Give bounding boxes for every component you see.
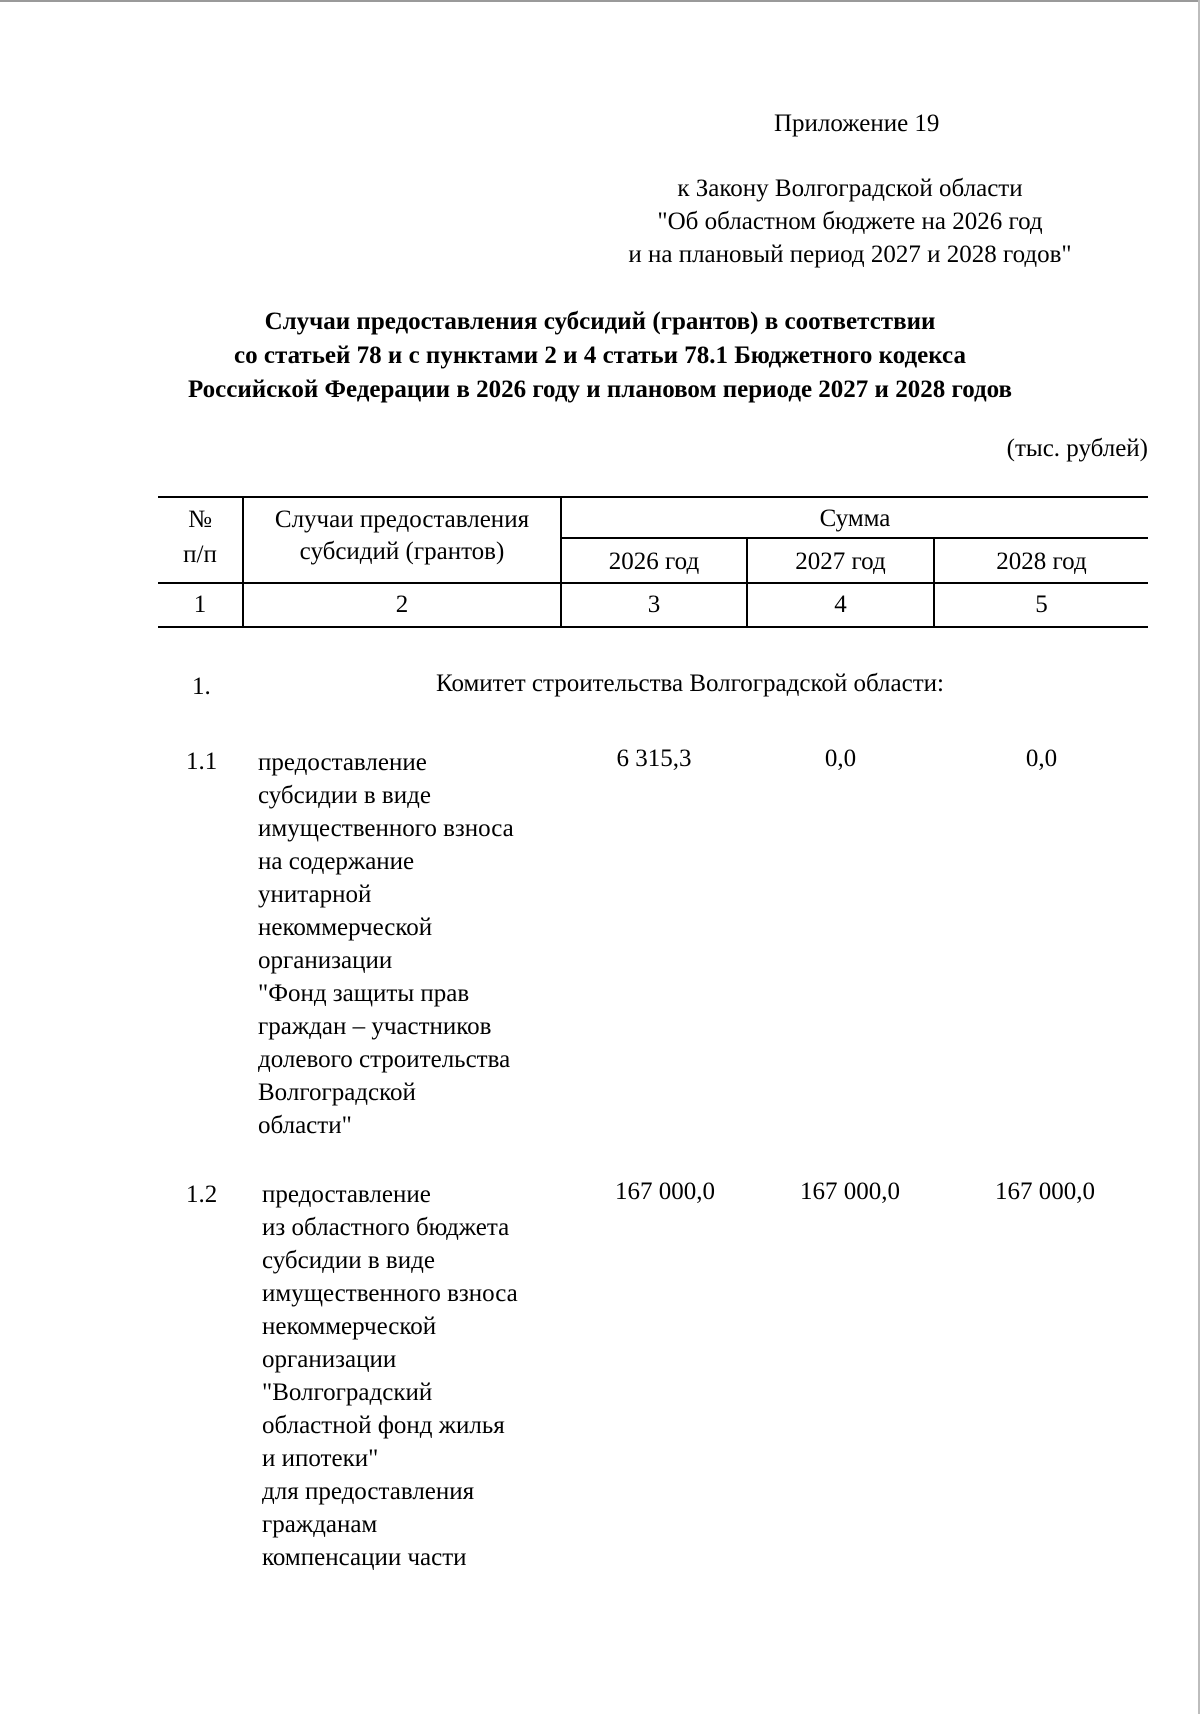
column-number-2: 2 <box>395 591 409 618</box>
header-cases-line2: субсидий (грантов) <box>299 538 505 565</box>
value-2027: 167 000,0 <box>800 1178 900 1205</box>
value-2027: 0,0 <box>824 745 857 772</box>
units-label: (тыс. рублей) <box>1006 435 1148 462</box>
header-year-2027: 2027 год <box>795 548 886 575</box>
heading-line-3: Российской Федерации в 2026 году и плановом периоде 2027 и 2028 годов <box>188 376 1012 403</box>
value-2028: 0,0 <box>1025 745 1058 772</box>
header-year-2028: 2028 год <box>996 548 1087 575</box>
appendix-title: Приложение 19 <box>774 110 940 137</box>
value-2026: 167 000,0 <box>615 1178 715 1205</box>
section-number: 1. <box>192 673 211 700</box>
appendix-ref-line-2: "Об областном бюджете на 2026 год <box>657 208 1043 235</box>
heading-line-1: Случаи предоставления субсидий (грантов) в соответствии <box>264 308 936 335</box>
appendix-ref-line-3: и на плановый период 2027 и 2028 годов" <box>628 241 1072 268</box>
heading-line-2: со статьей 78 и с пунктами 2 и 4 статьи 78.1 Бюджетного кодекса <box>234 342 966 369</box>
row-number: 1.1 <box>186 748 218 775</box>
header-cases-line1: Случаи предоставления <box>274 506 530 533</box>
column-number-5: 5 <box>1035 591 1048 618</box>
row-number: 1.2 <box>186 1181 218 1208</box>
value-2028: 167 000,0 <box>995 1178 1095 1205</box>
column-number-1: 1 <box>193 591 207 618</box>
section-title: Комитет строительства Волгоградской области: <box>436 670 944 697</box>
header-year-2026: 2026 год <box>608 548 700 575</box>
value-2026: 6 315,3 <box>616 745 692 772</box>
header-sum: Сумма <box>819 505 891 532</box>
row-description: предоставление субсидии в виде имущественного взноса на содержание унитарной некоммерческой организации "Фонд защиты прав граждан – участников долевого строительства Волгоградской области" <box>258 749 514 1139</box>
column-number-4: 4 <box>834 591 847 618</box>
column-number-3: 3 <box>647 591 661 618</box>
row-description: предоставление из областного бюджета субсидии в виде имущественного взноса некоммерческой организации "Волгоградский областной фонд жилья и ипотеки" для предоставления гражданам компенсации части <box>262 1181 518 1571</box>
appendix-ref-line-1: к Закону Волгоградской области <box>677 175 1023 202</box>
scan-border-top <box>0 0 1200 2</box>
header-no-line1: № <box>188 506 212 533</box>
header-no-line2: п/п <box>183 541 217 568</box>
